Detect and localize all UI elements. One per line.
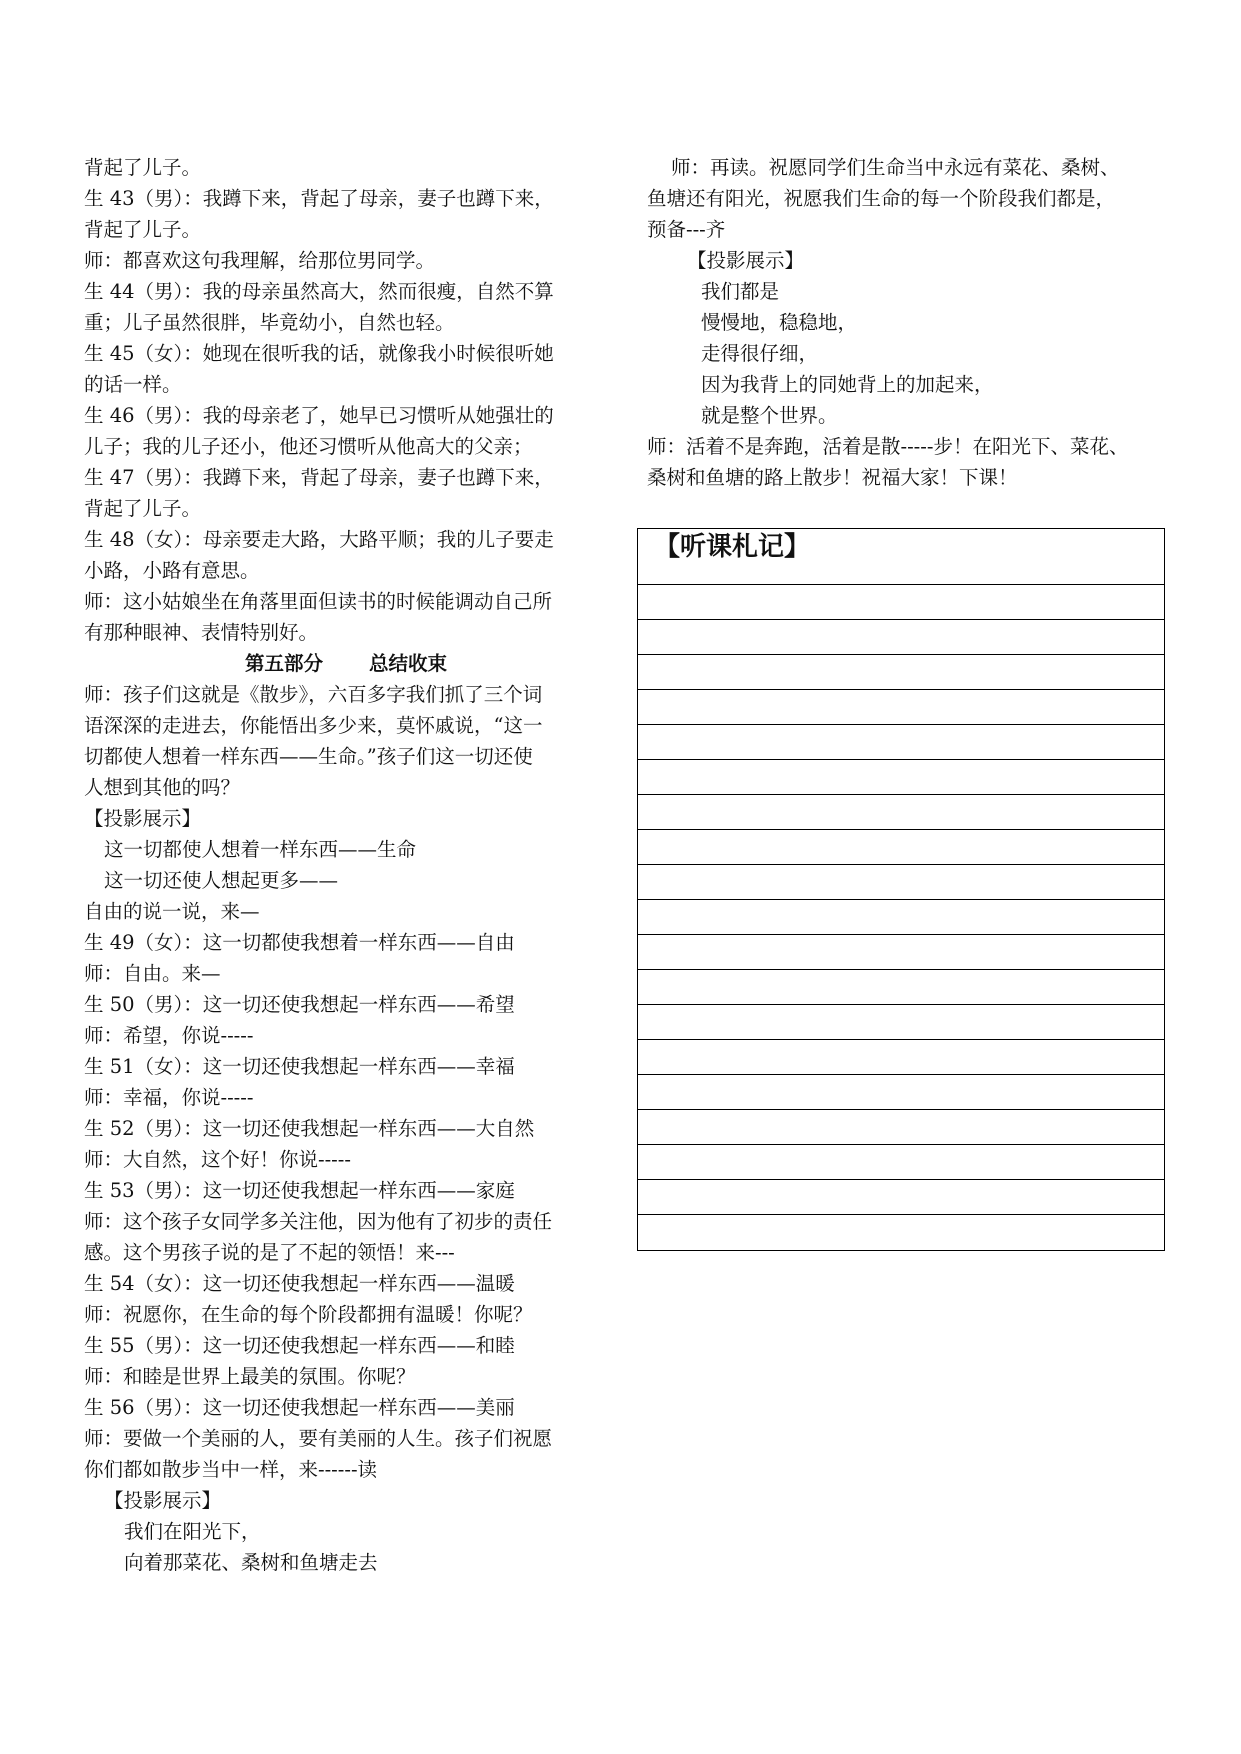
text-line: 儿子；我的儿子还小，他还习惯听从他高大的父亲； <box>84 435 533 458</box>
note-line[interactable] <box>638 1180 1164 1215</box>
text-line: 生 52（男）：这一切还使我想起一样东西——大自然 <box>84 1117 535 1140</box>
text-line: 师：大自然，这个好！你说----- <box>84 1148 351 1171</box>
text-line: 生 56（男）：这一切还使我想起一样东西——美丽 <box>84 1396 515 1419</box>
projection-line: 这一切还使人想起更多—— <box>104 869 339 892</box>
note-line[interactable] <box>638 935 1164 970</box>
projection-header-2: 【投影展示】 <box>104 1489 222 1512</box>
text-line: 师：再读。祝愿同学们生命当中永远有菜花、桑树、 <box>671 156 1120 179</box>
text-line: 师：这小姑娘坐在角落里面但读书的时候能调动自己所 <box>84 590 553 613</box>
text-line: 生 51（女）：这一切还使我想起一样东西——幸福 <box>84 1055 515 1078</box>
text-line: 师：这个孩子女同学多关注他，因为他有了初步的责任 <box>84 1210 553 1233</box>
text-line: 生 50（男）：这一切还使我想起一样东西——希望 <box>84 993 515 1016</box>
text-line: 感。这个男孩子说的是了不起的领悟！来--- <box>84 1241 455 1264</box>
text-line: 的话一样。 <box>84 373 182 396</box>
projection-line: 走得很仔细， <box>701 342 819 365</box>
dialogue-block-1 <box>84 152 608 648</box>
note-line[interactable] <box>638 1215 1164 1250</box>
text-line: 生 47（男）：我蹲下来，背起了母亲，妻子也蹲下来， <box>84 466 554 489</box>
text-line: 切都使人想着一样东西——生命。”孩子们这一切还使 <box>84 745 533 768</box>
note-line[interactable] <box>638 585 1164 620</box>
dialogue-block-2 <box>84 679 608 834</box>
text-line: 自由的说一说，来— <box>84 900 260 923</box>
notes-title: 【听课札记】 <box>638 529 1164 585</box>
text-line: 人想到其他的吗？ <box>84 776 241 799</box>
text-line: 师：祝愿你，在生命的每个阶段都拥有温暖！你呢？ <box>84 1303 533 1326</box>
text-line: 生 54（女）：这一切还使我想起一样东西——温暖 <box>84 1272 515 1295</box>
projection-line: 因为我背上的同她背上的加起来， <box>701 373 994 396</box>
text-line: 生 53（男）：这一切还使我想起一样东西——家庭 <box>84 1179 515 1202</box>
projection-block-3 <box>647 276 1177 431</box>
note-line[interactable] <box>638 1005 1164 1040</box>
note-line[interactable] <box>638 1110 1164 1145</box>
note-line[interactable] <box>638 865 1164 900</box>
note-line[interactable] <box>638 795 1164 830</box>
projection-line: 这一切都使人想着一样东西——生命 <box>104 838 417 861</box>
projection-block-2 <box>84 1516 608 1578</box>
text-line: 你们都如散步当中一样，来------读 <box>84 1458 378 1481</box>
note-line[interactable] <box>638 655 1164 690</box>
projection-line: 向着那菜花、桑树和鱼塘走去 <box>124 1551 378 1574</box>
text-line: 桑树和鱼塘的路上散步！祝福大家！下课！ <box>647 466 1018 489</box>
text-line: 小路，小路有意思。 <box>84 559 260 582</box>
note-line[interactable] <box>638 1040 1164 1075</box>
text-line: 师：幸福，你说----- <box>84 1086 254 1109</box>
closing-remarks <box>647 431 1177 493</box>
projection-block-1 <box>84 834 608 896</box>
text-line: 【投影展示】 <box>84 807 202 830</box>
text-line: 师：自由。来— <box>84 962 221 985</box>
text-line: 预备---齐 <box>647 218 726 241</box>
text-line: 生 43（男）：我蹲下来，背起了母亲，妻子也蹲下来， <box>84 187 554 210</box>
text-line: 背起了儿子。 <box>84 218 202 241</box>
note-line[interactable] <box>638 690 1164 725</box>
note-line[interactable] <box>638 830 1164 865</box>
projection-line: 我们在阳光下， <box>124 1520 261 1543</box>
text-line: 师：活着不是奔跑，活着是散-----步！在阳光下、菜花、 <box>647 435 1129 458</box>
text-line: 重；儿子虽然很胖，毕竟幼小，自然也轻。 <box>84 311 455 334</box>
text-line: 语深深的走进去，你能悟出多少来，莫怀戚说，“这一 <box>84 714 543 737</box>
projection-line: 就是整个世界。 <box>701 404 838 427</box>
projection-line: 我们都是 <box>701 280 780 303</box>
text-line: 生 55（男）：这一切还使我想起一样东西——和睦 <box>84 1334 515 1357</box>
dialogue-block-3 <box>84 896 608 1485</box>
section-title: 总结收束 <box>369 652 448 675</box>
text-line: 生 45（女）：她现在很听我的话，就像我小时候很听她 <box>84 342 554 365</box>
text-line: 生 49（女）：这一切都使我想着一样东西——自由 <box>84 931 515 954</box>
text-line: 背起了儿子。 <box>84 156 202 179</box>
lecture-notes-box <box>637 528 1165 1251</box>
section-heading <box>84 648 608 679</box>
text-line: 生 48（女）：母亲要走大路，大路平顺；我的儿子要走 <box>84 528 554 551</box>
note-line[interactable] <box>638 1075 1164 1110</box>
text-line: 师：孩子们这就是《散步》，六百多字我们抓了三个词 <box>84 683 543 706</box>
projection-header-3: 【投影展示】 <box>687 249 805 272</box>
projection-line: 慢慢地，稳稳地， <box>701 311 858 334</box>
note-line[interactable] <box>638 1145 1164 1180</box>
note-line[interactable] <box>638 970 1164 1005</box>
closing-dialogue <box>647 152 1177 245</box>
text-line: 鱼塘还有阳光，祝愿我们生命的每一个阶段我们都是， <box>647 187 1116 210</box>
text-line: 师：和睦是世界上最美的氛围。你呢？ <box>84 1365 416 1388</box>
note-line[interactable] <box>638 620 1164 655</box>
text-line: 师：要做一个美丽的人，要有美丽的人生。孩子们祝愿 <box>84 1427 553 1450</box>
text-line: 有那种眼神、表情特别好。 <box>84 621 319 644</box>
left-column <box>84 152 608 1578</box>
text-line: 生 44（男）：我的母亲虽然高大，然而很瘦，自然不算 <box>84 280 554 303</box>
text-line: 背起了儿子。 <box>84 497 202 520</box>
note-line[interactable] <box>638 725 1164 760</box>
notes-lines <box>638 585 1164 1250</box>
text-line: 生 46（男）：我的母亲老了，她早已习惯听从她强壮的 <box>84 404 554 427</box>
note-line[interactable] <box>638 760 1164 795</box>
note-line[interactable] <box>638 900 1164 935</box>
text-line: 师：希望，你说----- <box>84 1024 254 1047</box>
section-part: 第五部分 <box>244 652 323 675</box>
right-column <box>647 152 1177 493</box>
text-line: 师：都喜欢这句我理解，给那位男同学。 <box>84 249 436 272</box>
